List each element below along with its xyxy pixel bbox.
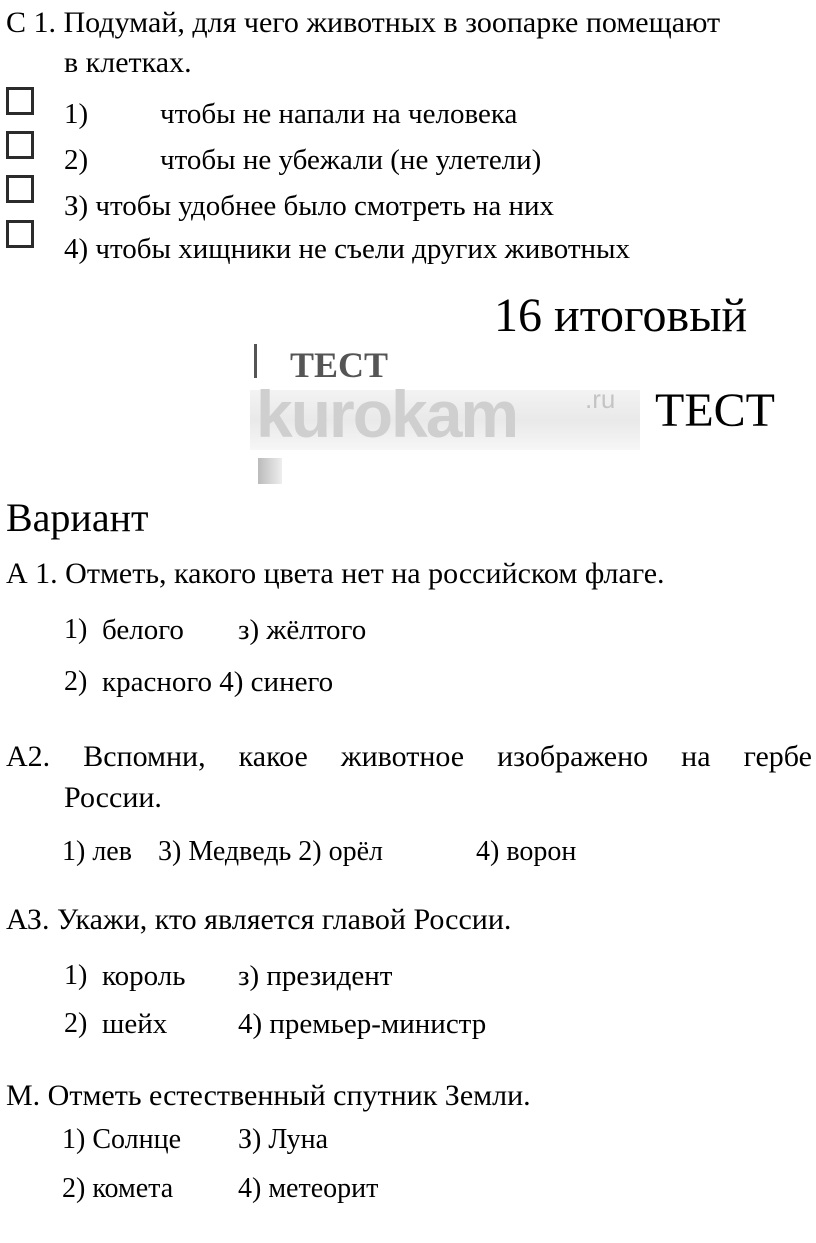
test-title-line2: ТЕСТ: [655, 384, 775, 437]
checkbox-c1-option4[interactable]: [6, 220, 34, 248]
a3-option1-number: 1): [64, 960, 88, 991]
watermark-suffix: .ru: [585, 384, 616, 414]
a3-question: АЗ. Укажи, кто является главой России.: [6, 903, 512, 936]
a1-question: А 1. Отметь, какого цвета нет на российском флаге.: [6, 557, 665, 590]
a1-option2-text: красного 4) синего: [102, 666, 334, 698]
a3-option4: 4) премьер-министр: [238, 1008, 487, 1040]
c1-option1-text: чтобы не напали на человека: [160, 98, 518, 130]
c1-question-line1: С 1. Подумай, для чего животных в зоопарке помещают: [6, 6, 721, 39]
c1-option2-number: 2): [64, 144, 89, 176]
test-title-line1: 16 итоговый: [494, 289, 748, 342]
watermark-brand: kurokam: [256, 377, 518, 451]
a2-option3-option2: 3) Медведь 2) орёл: [158, 836, 384, 867]
checkbox-c1-option1[interactable]: [6, 87, 34, 115]
a1-option1-text: белого: [102, 614, 184, 646]
a3-option2-text: шейх: [102, 1008, 168, 1040]
a3-option2-number: 2): [64, 1008, 88, 1039]
c1-option2-text: чтобы не убежали (не улетели): [160, 144, 542, 176]
a1-option1-number: 1): [64, 614, 88, 645]
m-option3: З) Луна: [238, 1124, 329, 1155]
watermark-ghost-text: ТЕСТ: [290, 345, 389, 385]
a2-option4: 4) ворон: [476, 836, 577, 867]
a3-option3: з) президент: [238, 960, 393, 992]
a2-question-line2: России.: [64, 781, 162, 814]
m-option4: 4) метеорит: [238, 1173, 379, 1204]
c1-option4: 4) чтобы хищники не съели других животных: [64, 233, 631, 265]
m-option1: 1) Солнце: [62, 1124, 181, 1155]
watermark-mark: [258, 458, 282, 484]
c1-question-line2: в клетках.: [64, 46, 192, 79]
watermark-logo: [250, 340, 640, 490]
checkbox-c1-option3[interactable]: [6, 175, 34, 203]
m-option2: 2) комета: [62, 1173, 174, 1204]
a1-option2-number: 2): [64, 666, 88, 697]
checkbox-c1-option2[interactable]: [6, 131, 34, 159]
a2-option1: 1) лев: [62, 836, 132, 867]
a2-question-line1: А2. Вспомни, какое животное изображено на гербе: [6, 740, 812, 773]
c1-option3: З) чтобы удобнее было смотреть на них: [64, 190, 555, 222]
variant-label: Вариант: [6, 495, 149, 540]
a1-option3: з) жёлтого: [238, 614, 367, 646]
m-question: М. Отметь естественный спутник Земли.: [6, 1079, 531, 1112]
a3-option1-text: король: [102, 960, 186, 992]
watermark-bar: [254, 344, 257, 378]
c1-option1-number: 1): [64, 98, 89, 130]
